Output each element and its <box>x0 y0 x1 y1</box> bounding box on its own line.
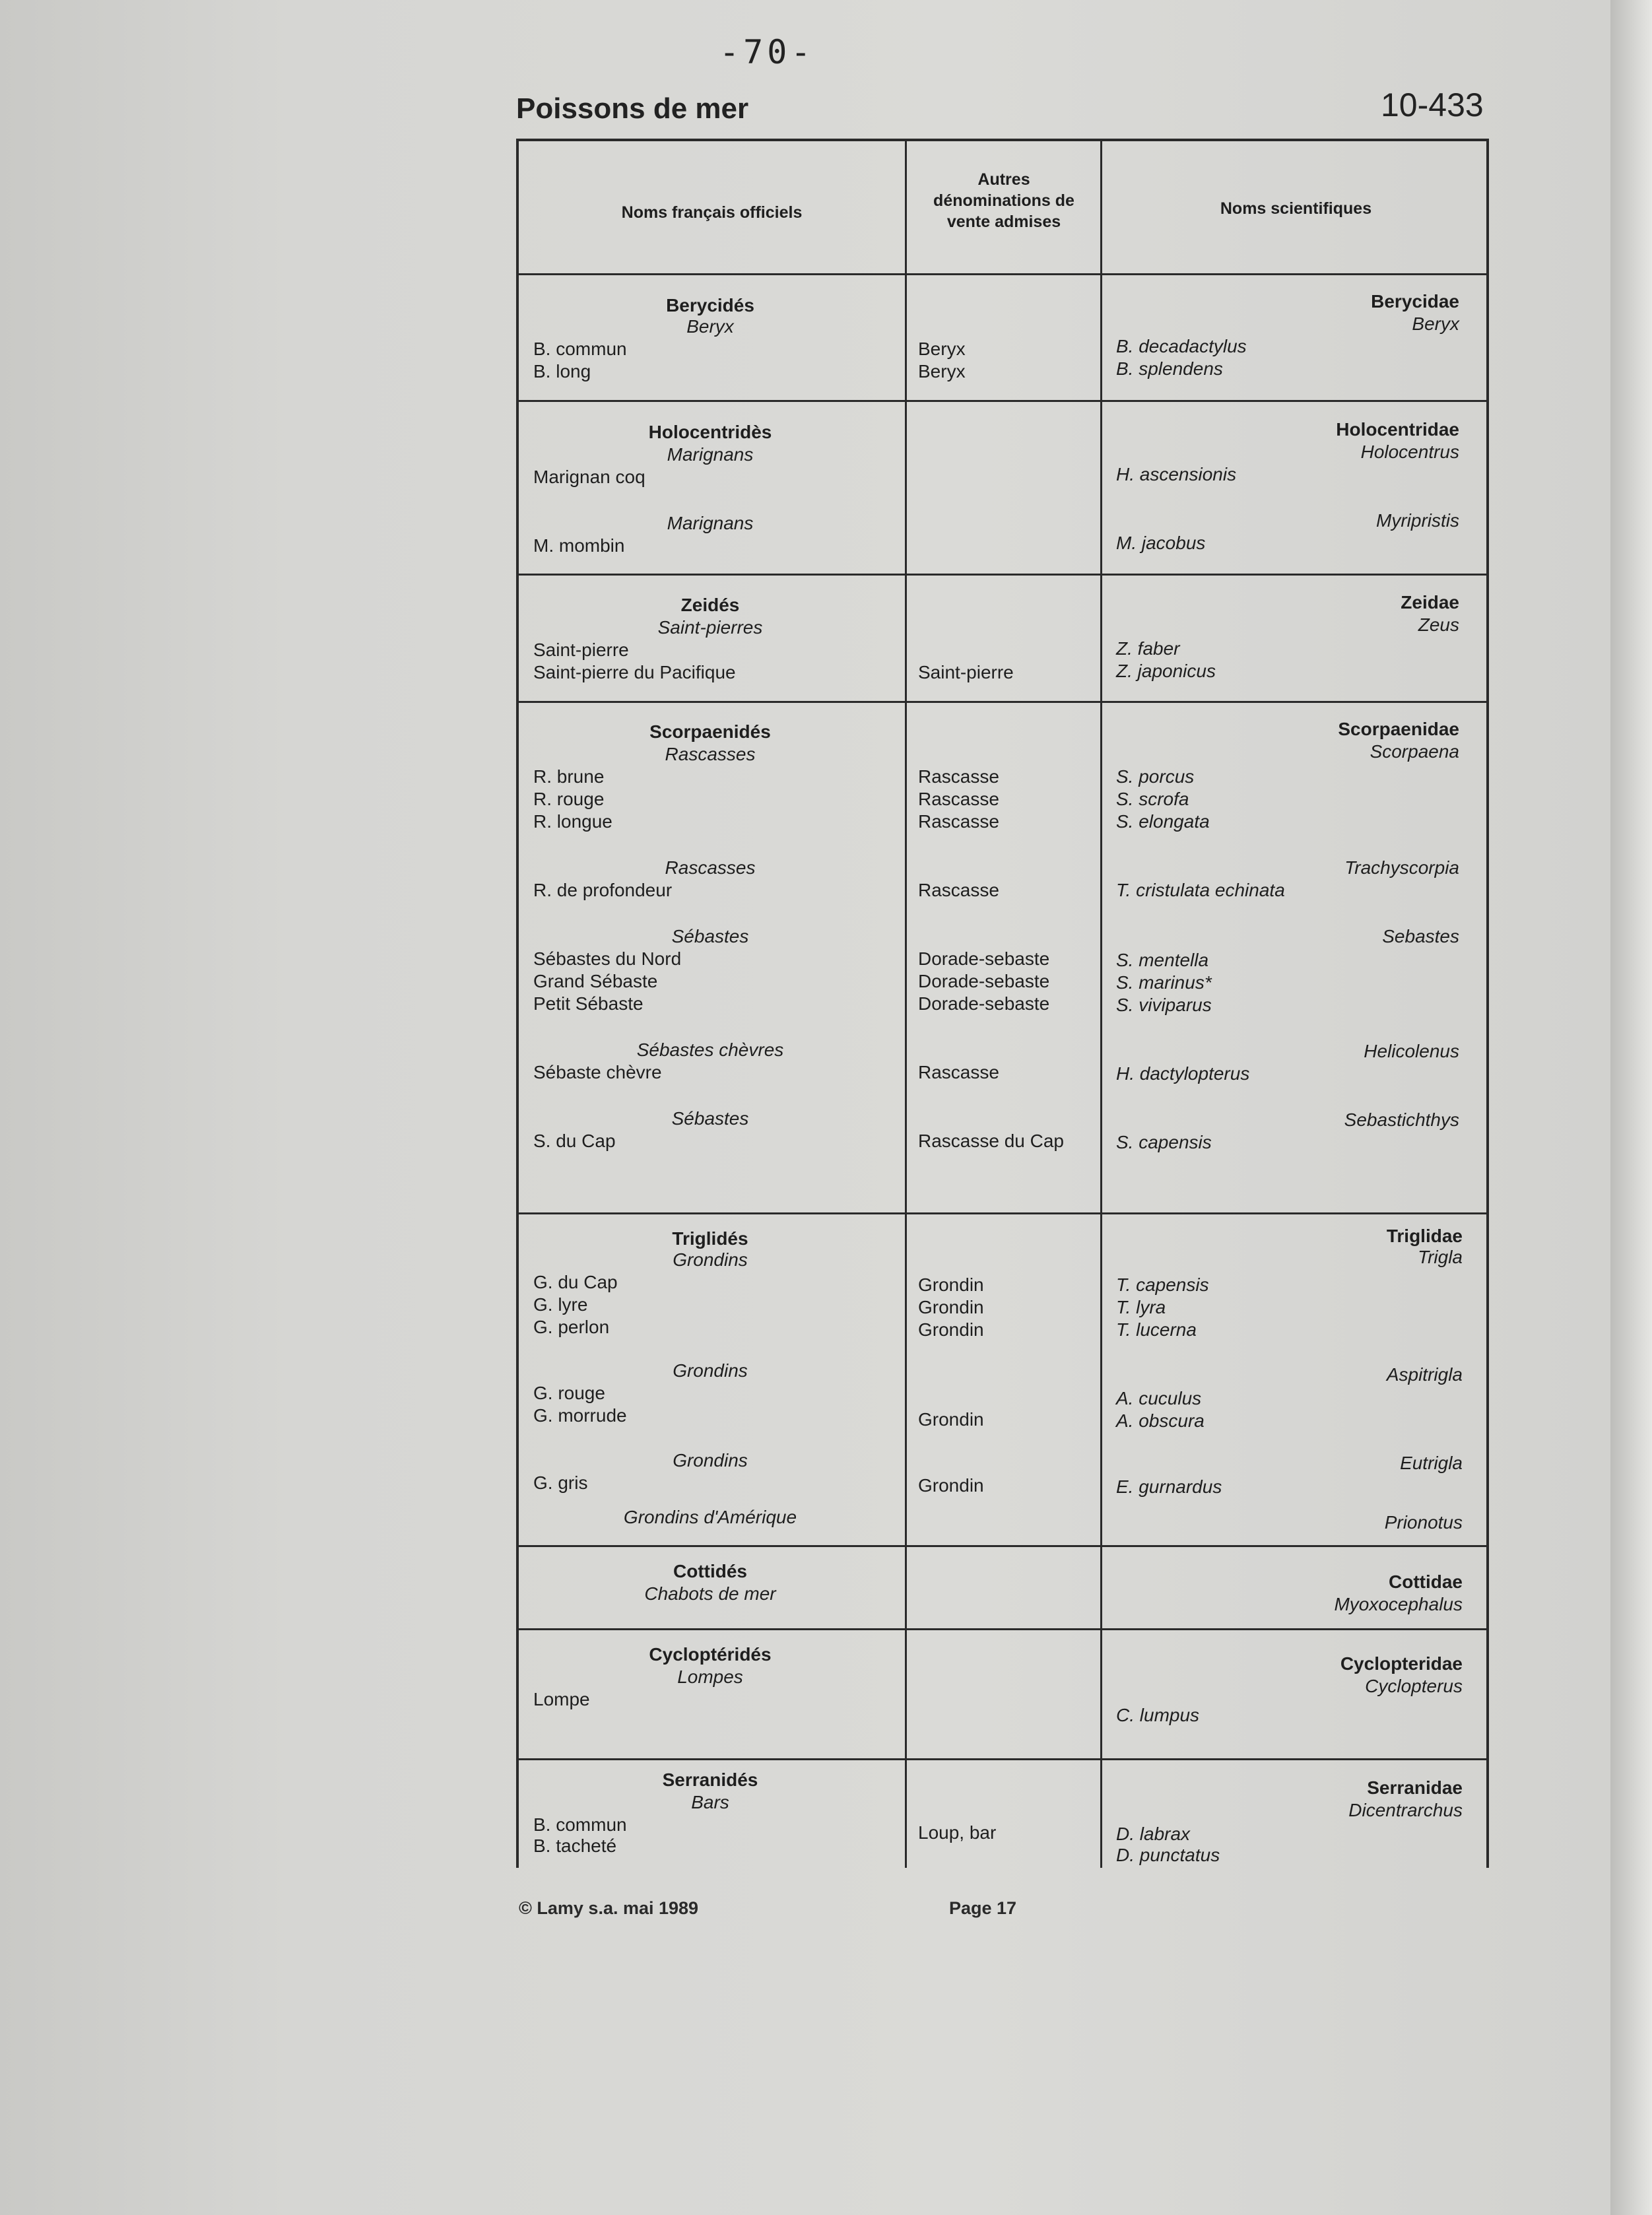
sci-name: H. dactylopterus <box>1116 1063 1250 1084</box>
genus-sci: Trigla <box>1418 1247 1463 1267</box>
family-sci: Triglidae <box>1386 1226 1463 1246</box>
trade-name: Dorade-sebaste <box>918 948 1050 969</box>
sci-name: D. labrax <box>1116 1824 1191 1844</box>
trade-name: Grondin <box>918 1319 984 1340</box>
family-sci: Cyclopteridae <box>1340 1653 1463 1674</box>
fr-name: G. gris <box>533 1472 588 1493</box>
header-scientific-names: Noms scientifiques <box>1220 199 1372 218</box>
footer-copyright: © Lamy s.a. mai 1989 <box>519 1898 699 1918</box>
reference-number: 10-433 <box>1381 86 1484 123</box>
fr-name: R. de profondeur <box>533 880 673 900</box>
sci-name: A. obscura <box>1116 1410 1205 1431</box>
family-fr: Berycidés <box>666 295 754 315</box>
trade-name: Grondin <box>918 1274 984 1295</box>
genus-fr: Sébastes chèvres <box>636 1040 784 1060</box>
genus-sci: Dicentrarchus <box>1348 1800 1463 1820</box>
sci-name: B. splendens <box>1116 358 1223 379</box>
sci-name: Z. faber <box>1116 638 1180 659</box>
sci-name: S. scrofa <box>1116 789 1189 809</box>
genus-sci: Cyclopterus <box>1365 1676 1463 1696</box>
row-divider <box>519 1758 1486 1760</box>
genus-fr: Grondins <box>673 1450 748 1471</box>
fr-name: B. commun <box>533 339 627 359</box>
genus-sci: Zeus <box>1418 614 1459 635</box>
genus-sci: Scorpaena <box>1370 741 1459 762</box>
trade-name: Grondin <box>918 1297 984 1317</box>
trade-name: Beryx <box>918 339 966 359</box>
sci-name: S. viviparus <box>1116 995 1212 1015</box>
family-sci: Zeidae <box>1401 592 1459 612</box>
row-divider <box>519 400 1486 402</box>
genus-sci: Prionotus <box>1384 1512 1463 1533</box>
trade-name: Saint-pierre <box>918 662 1014 682</box>
fr-name: Grand Sébaste <box>533 971 658 991</box>
footer-page: Page 17 <box>949 1898 1017 1918</box>
fr-name: R. brune <box>533 766 605 787</box>
section-title: Poissons de mer <box>516 92 749 125</box>
sci-name: E. gurnardus <box>1116 1476 1222 1497</box>
genus-fr: Rascasses <box>665 744 756 764</box>
family-sci: Scorpaenidae <box>1338 719 1459 739</box>
fr-name: Saint-pierre du Pacifique <box>533 662 736 682</box>
fr-name: B. long <box>533 361 591 381</box>
family-sci: Cottidae <box>1389 1571 1463 1592</box>
family-fr: Cycloptéridés <box>649 1644 772 1665</box>
genus-sci: Sebastichthys <box>1344 1109 1459 1130</box>
family-fr: Zeidés <box>680 595 740 615</box>
fr-name: Marignan coq <box>533 467 645 487</box>
trade-name: Rascasse <box>918 880 999 900</box>
fr-name: Petit Sébaste <box>533 993 644 1014</box>
page-number: -70- <box>719 33 815 71</box>
family-fr: Scorpaenidés <box>649 721 771 742</box>
sci-name: T. lucerna <box>1116 1319 1197 1340</box>
genus-sci: Sebastes <box>1382 926 1459 946</box>
trade-name: Rascasse <box>918 766 999 787</box>
trade-name: Rascasse du Cap <box>918 1131 1065 1151</box>
sci-name: S. porcus <box>1116 766 1195 787</box>
sci-name: A. cuculus <box>1116 1388 1202 1408</box>
sci-name: T. capensis <box>1116 1274 1209 1295</box>
fr-name: G. rouge <box>533 1383 605 1403</box>
sci-name: B. decadactylus <box>1116 336 1247 356</box>
genus-sci: Beryx <box>1412 314 1459 334</box>
sci-name: T. cristulata echinata <box>1116 880 1285 900</box>
trade-name: Rascasse <box>918 789 999 809</box>
genus-fr: Marignans <box>667 513 754 533</box>
trade-name: Grondin <box>918 1475 984 1496</box>
fr-name: S. du Cap <box>533 1131 616 1151</box>
genus-fr: Rascasses <box>665 857 756 878</box>
trade-name: Rascasse <box>918 811 999 832</box>
fr-name: Sébaste chèvre <box>533 1062 662 1082</box>
sci-name: S. elongata <box>1116 811 1210 832</box>
sci-name: H. ascensionis <box>1116 464 1237 484</box>
family-sci: Holocentridae <box>1336 419 1459 440</box>
fr-name: B. commun <box>533 1814 627 1835</box>
genus-fr: Grondins <box>673 1249 748 1270</box>
genus-fr: Bars <box>691 1792 729 1812</box>
fr-name: M. mombin <box>533 535 625 556</box>
genus-sci: Holocentrus <box>1360 442 1459 462</box>
fr-name: G. lyre <box>533 1294 588 1315</box>
sci-name: S. mentella <box>1116 950 1209 970</box>
genus-sci: Myripristis <box>1376 510 1459 531</box>
genus-fr: Marignans <box>667 444 754 465</box>
genus-fr: Grondins d'Amérique <box>623 1507 797 1527</box>
sci-name: T. lyra <box>1116 1297 1166 1317</box>
row-divider <box>519 574 1486 576</box>
family-fr: Serranidés <box>662 1769 758 1790</box>
genus-sci: Myoxocephalus <box>1334 1594 1463 1614</box>
row-divider <box>519 273 1486 275</box>
trade-name: Grondin <box>918 1409 984 1430</box>
page-edge <box>1610 0 1652 2215</box>
sci-name: S. capensis <box>1116 1132 1212 1152</box>
genus-fr: Grondins <box>673 1360 748 1381</box>
fish-names-table <box>516 139 1489 1868</box>
family-sci: Berycidae <box>1371 291 1459 312</box>
trade-name: Dorade-sebaste <box>918 971 1050 991</box>
sci-name: M. jacobus <box>1116 533 1206 553</box>
row-divider <box>519 1545 1486 1547</box>
genus-sci: Aspitrigla <box>1386 1364 1463 1385</box>
fr-name: G. morrude <box>533 1405 627 1426</box>
genus-fr: Sébastes <box>671 1108 749 1129</box>
family-sci: Serranidae <box>1367 1777 1463 1798</box>
genus-sci: Trachyscorpia <box>1344 857 1459 878</box>
fr-name: B. tacheté <box>533 1835 617 1856</box>
trade-name: Loup, bar <box>918 1822 997 1843</box>
family-fr: Holocentridès <box>648 422 772 442</box>
family-fr: Triglidés <box>672 1228 748 1249</box>
header-french-names: Noms français officiels <box>621 203 803 222</box>
genus-fr: Beryx <box>686 316 734 337</box>
sci-name: S. marinus* <box>1116 972 1212 993</box>
sci-name: D. punctatus <box>1116 1845 1220 1865</box>
fr-name: Sébastes du Nord <box>533 948 682 969</box>
sci-name: Z. japonicus <box>1116 661 1216 681</box>
genus-fr: Lompes <box>677 1667 743 1687</box>
fr-name: R. longue <box>533 811 612 832</box>
trade-name: Dorade-sebaste <box>918 993 1050 1014</box>
fr-name: Saint-pierre <box>533 640 629 660</box>
genus-fr: Sébastes <box>671 926 749 946</box>
genus-sci: Helicolenus <box>1364 1041 1459 1061</box>
fr-name: R. rouge <box>533 789 605 809</box>
row-divider <box>519 701 1486 703</box>
genus-sci: Eutrigla <box>1400 1453 1463 1473</box>
trade-name: Rascasse <box>918 1062 999 1082</box>
genus-fr: Saint-pierres <box>657 617 763 638</box>
row-divider <box>519 1628 1486 1630</box>
family-fr: Cottidés <box>673 1561 747 1581</box>
trade-name: Beryx <box>918 361 966 381</box>
row-divider <box>519 1212 1486 1214</box>
fr-name: Lompe <box>533 1689 590 1709</box>
header-trade-names: Autres dénominations de vente admises <box>933 170 1074 231</box>
genus-fr: Chabots de mer <box>644 1583 776 1604</box>
fr-name: G. du Cap <box>533 1272 618 1292</box>
sci-name: C. lumpus <box>1116 1705 1200 1725</box>
fr-name: G. perlon <box>533 1317 610 1337</box>
